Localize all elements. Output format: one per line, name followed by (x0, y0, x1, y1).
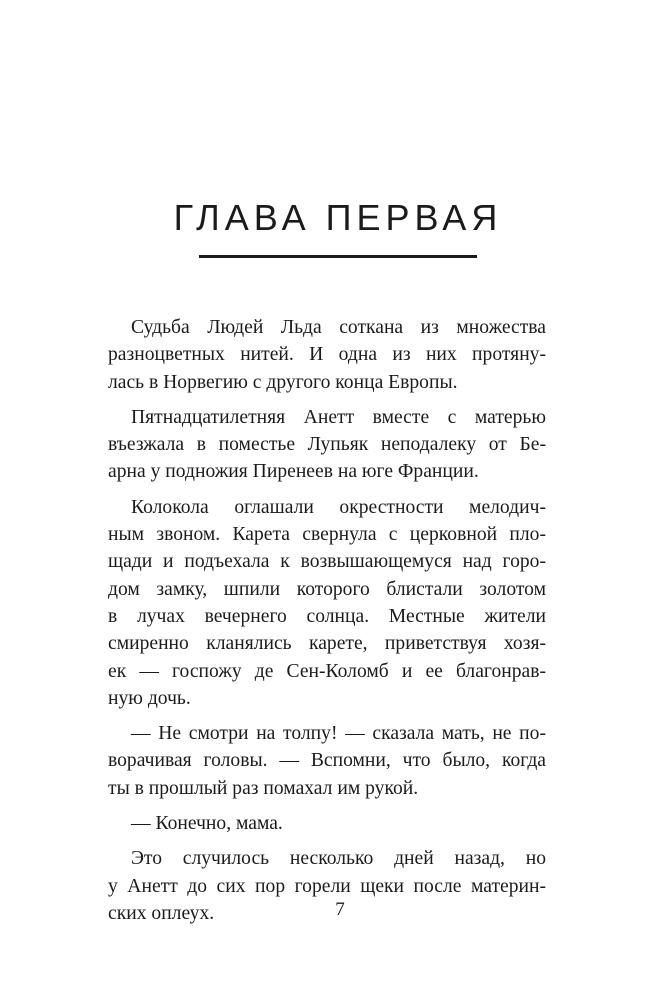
title-divider (199, 255, 477, 258)
text-line: Колокола оглашали окрестности мелодич- (131, 496, 546, 518)
page-number: 7 (335, 899, 345, 920)
text-line: лась в Норвегию с другого конца Европы. (108, 371, 458, 393)
text-line: ным звоном. Карета свернула с церковной пло- (108, 524, 546, 546)
text-line: — Не смотри на толпу! — сказала мать, не по- (131, 723, 546, 745)
text-line: ты в прошлый раз помахал им рукой. (108, 777, 419, 799)
text-line: смиренно кланялись карете, приветствуя хозя- (108, 633, 546, 655)
chapter-title: ГЛАВА ПЕРВАЯ (173, 197, 503, 238)
paragraph (108, 314, 546, 396)
paragraph (108, 810, 546, 837)
text-line: — Конечно, мама. (131, 813, 283, 835)
text-line: Судьба Людей Льда соткана из множества (131, 317, 546, 338)
text-line: ек — госпожу де Сен-Коломб и ее благонрав- (108, 660, 546, 682)
text-line: арна у подножия Пиренеев на юге Франции. (108, 461, 479, 483)
text-line: ную дочь. (108, 687, 191, 709)
text-line: щади и подъехала к возвышающемуся над горо- (108, 551, 546, 573)
text-line: ских оплеух. (108, 902, 215, 924)
text-line: в лучах вечернего солнца. Местные жители (108, 605, 546, 627)
text-line: въезжала в поместье Лупьяк неподалеку от Бе- (108, 434, 546, 456)
text-line: разноцветных нитей. И одна из них протяну- (108, 344, 546, 366)
text-line: Это случилось несколько дней назад, но (131, 848, 546, 870)
paragraph (108, 404, 546, 486)
text-line: ворачивая головы. — Вспомни, что было, когда (108, 750, 546, 772)
paragraph (108, 720, 546, 802)
text-line: дом замку, шпили которого блистали золотом (108, 578, 546, 600)
text-line: у Анетт до сих пор горели щеки после материн- (108, 875, 546, 897)
text-line: Пятнадцатилетняя Анетт вместе с матерью (131, 406, 546, 428)
chapter-body (108, 314, 546, 935)
paragraph (108, 494, 546, 712)
